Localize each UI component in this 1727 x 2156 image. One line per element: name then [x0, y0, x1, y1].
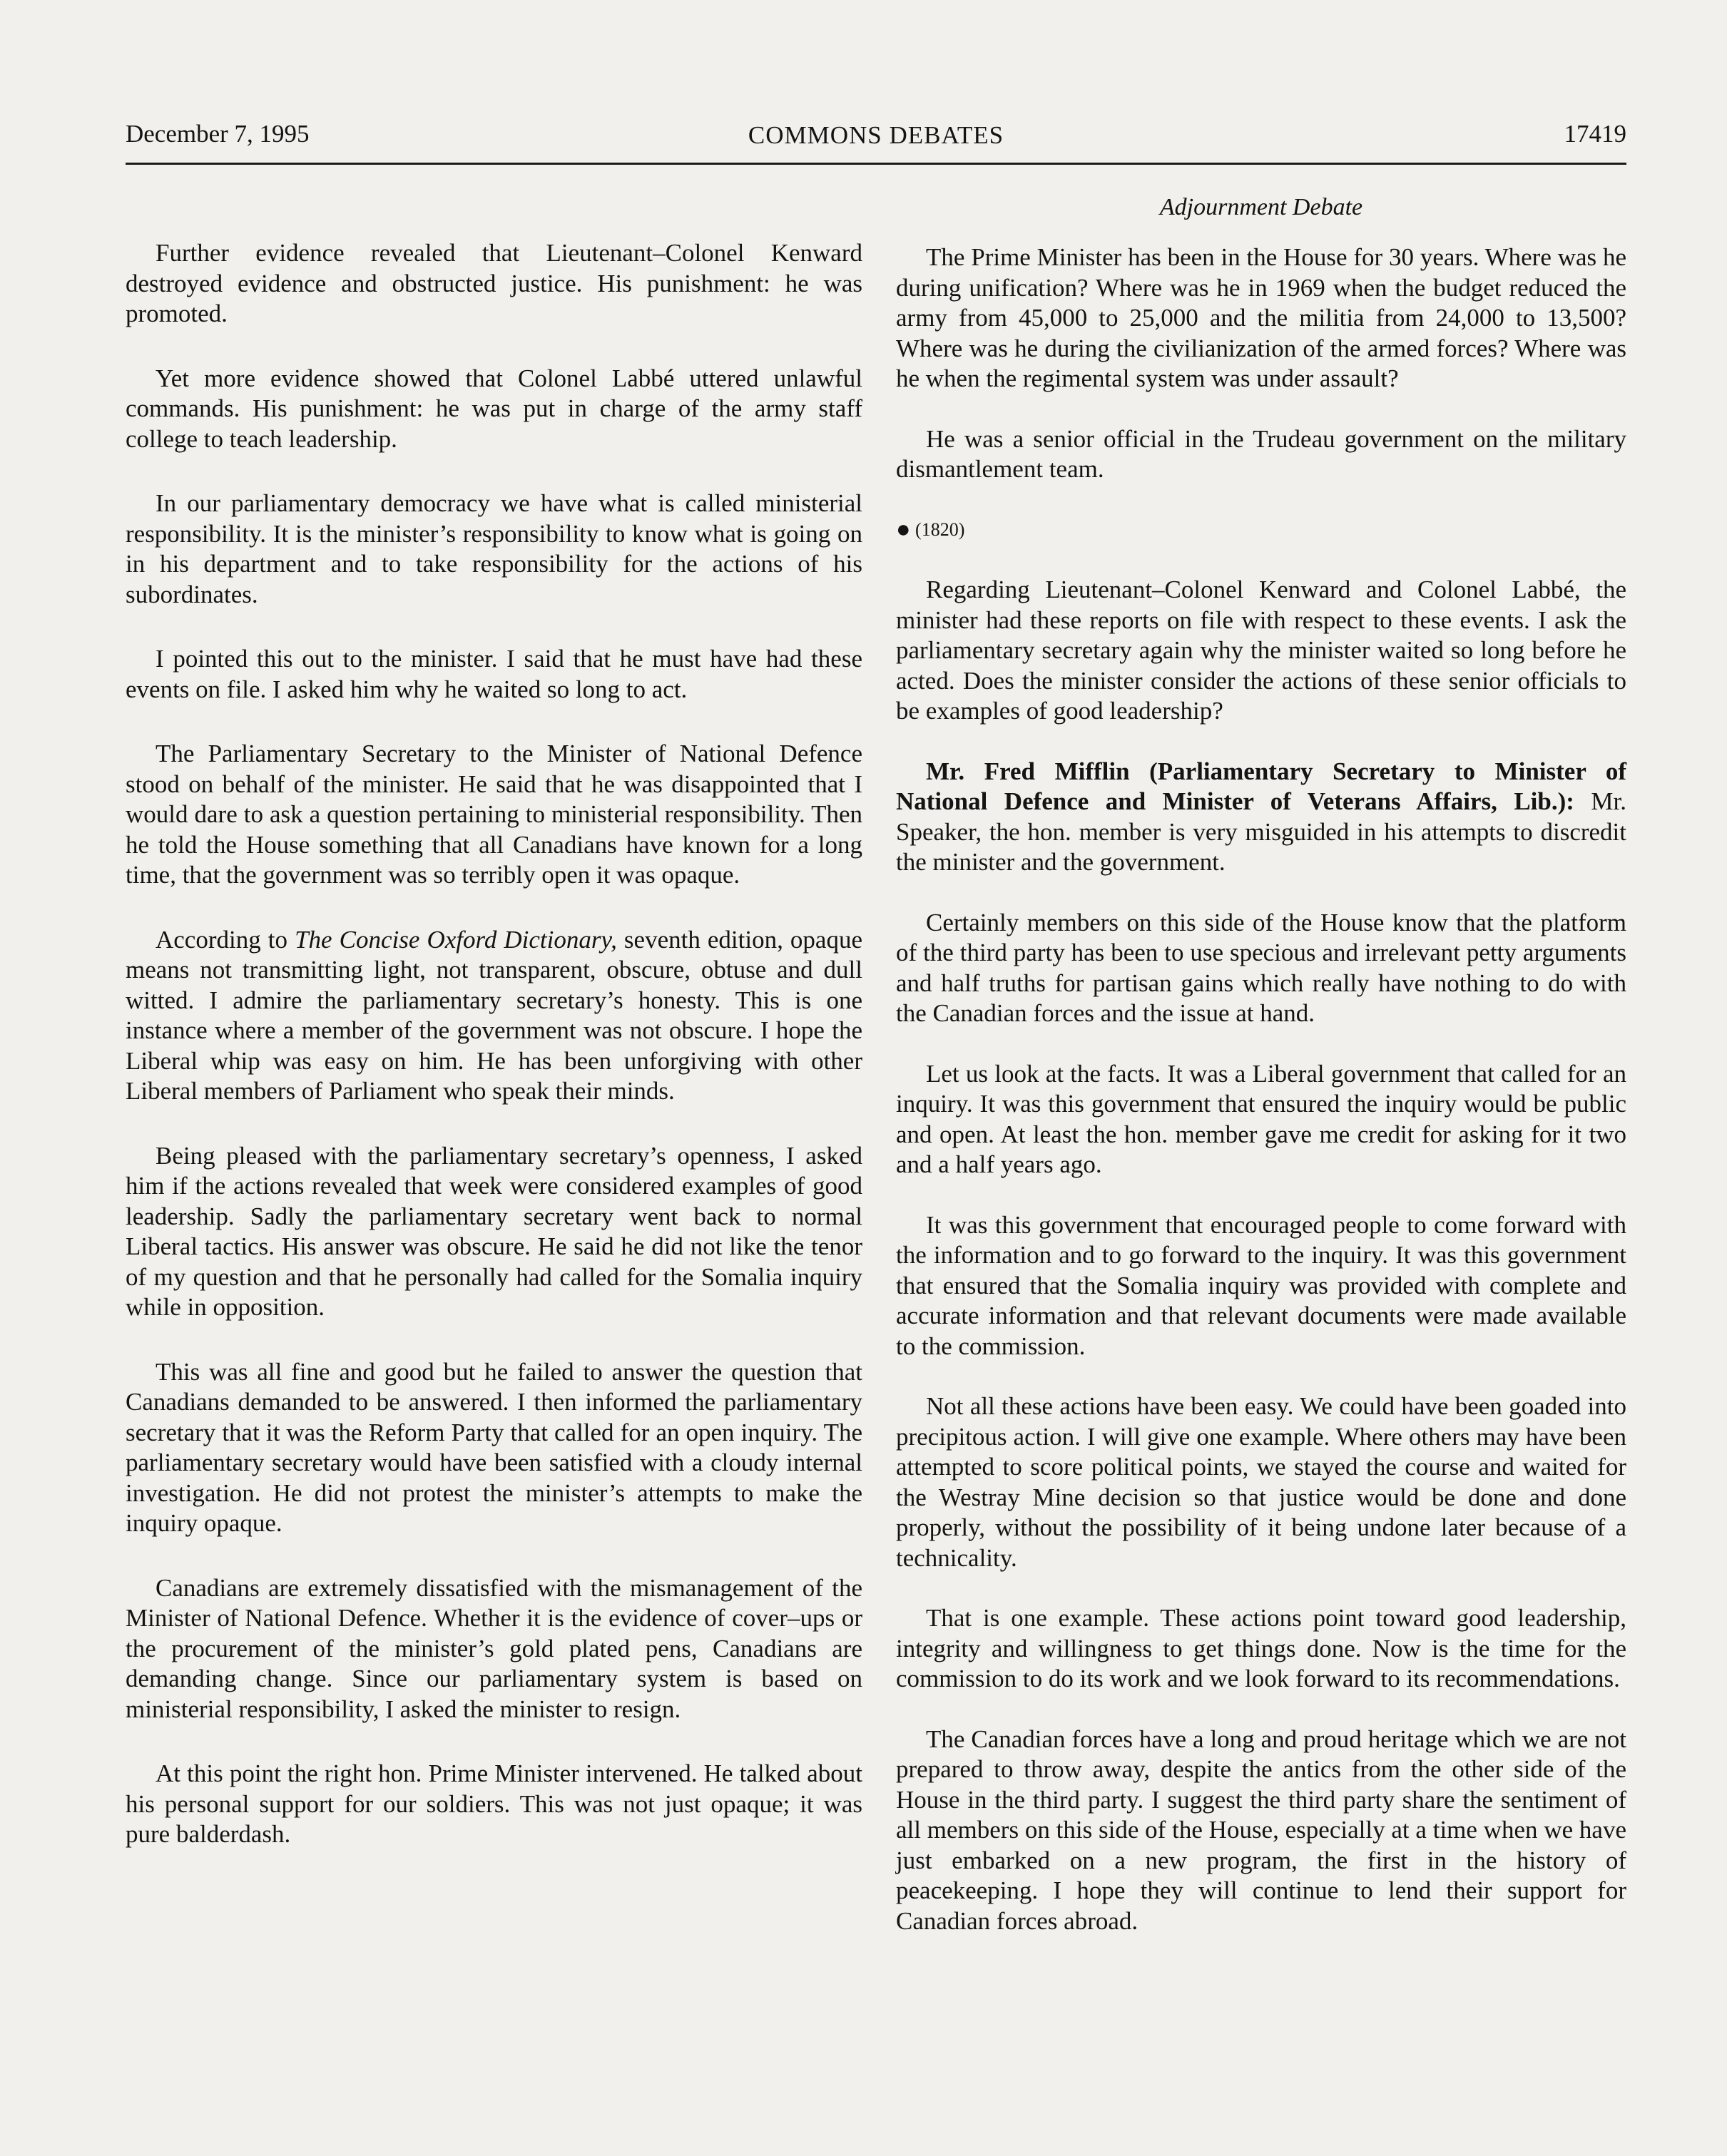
paragraph-text: According to [156, 925, 295, 954]
page-header [126, 116, 1626, 158]
paragraph: It was this government that encouraged people to come forward with the information and to go forward to the inquiry. It was this government that ensured that the Somalia inquiry was provided with complete and accurate information and that relevant documents were made available to the commission. [896, 1210, 1626, 1360]
bullet-icon: ● [896, 516, 911, 543]
timestamp [896, 515, 1626, 546]
header-date: December 7, 1995 [126, 120, 310, 148]
right-column-heading: Adjournment Debate [1159, 194, 1363, 220]
paragraph: Certainly members on this side of the House know that the platform of the third party has been to use specious and irrelevant petty arguments and half truths for partisan gains which really have nothing to do with the Canadian forces and the issue at hand. [896, 908, 1626, 1027]
right-column [896, 242, 1626, 1966]
paragraph-dictionary [126, 925, 862, 1107]
paragraph: Let us look at the facts. It was a Liberal government that called for an inquiry. It was this government that ensured the inquiry would be public and open. At least the hon. member gave me credit for asking for it two and a half years ago. [896, 1059, 1626, 1178]
paragraph: That is one example. These actions point toward good leadership, integrity and willingness to get things done. Now is the time for the commission to do its work and we look forward to its recommendations. [896, 1604, 1626, 1692]
paragraph: I pointed this out to the minister. I said that he must have had these events on file. I asked him why he waited so long to act. [126, 645, 862, 703]
paragraph: The Canadian forces have a long and proud heritage which we are not prepared to throw away, despite the antics from the other side of the House in the third party. I suggest the third party share the sentiment of all members on this side of the House, especially at a time when we have just embarked on a new program, the first in the history of peacekeeping. I hope they will continue to lend their support for Canadian forces abroad. [896, 1725, 1626, 1935]
header-page-number: 17419 [1564, 120, 1626, 148]
paragraph: This was all fine and good but he failed to answer the question that Canadians demanded to be answered. I then informed the parliamentary secretary that it was the Reform Party that called for an open inquiry. The parliamentary secretary would have been satisfied with a cloudy internal investigation. He did not protest the minister’s attempts to make the inquiry opaque. [126, 1357, 862, 1537]
speaker-name: Mr. Fred Mifflin (Parliamentary Secretary to Minister of National Defence and Minister of Veterans Affairs, Lib.): [896, 757, 1626, 815]
paragraph: Canadians are extremely dissatisfied with the mismanagement of the Minister of National Defence. Whether it is the evidence of cover–ups or the procurement of the minister’s gold plated pens, Canadians are demanding change. Since our parliamentary system is based on ministerial responsibility, I asked the minister to resign. [126, 1573, 862, 1723]
timestamp-text: (1820) [915, 518, 965, 540]
paragraph: Yet more evidence showed that Colonel Labbé uttered unlawful commands. His punishment: he was put in charge of the army staff college to teach leadership. [126, 364, 862, 453]
paragraph: He was a senior official in the Trudeau government on the military dismantlement team. [896, 424, 1626, 483]
header-rule [126, 163, 1626, 165]
left-column [126, 238, 862, 1884]
paragraph: Further evidence revealed that Lieutenant–Colonel Kenward destroyed evidence and obstructed justice. His punishment: he was promoted. [126, 239, 862, 327]
paragraph: Not all these actions have been easy. We could have been goaded into precipitous action. I will give one example. Where others may have been attempted to score political points, we stayed the course and waited for the Westray Mine decision so that justice would be done and done properly, without the possibility of it being undone later because of a technicality. [896, 1392, 1626, 1572]
header-journal-title: COMMONS DEBATES [748, 121, 1004, 149]
paragraph-text: seventh edition, opaque means not transmitting light, not transparent, obscure, obtuse and dull witted. I admire the parliamentary secretary’s honesty. This is one instance where a member of the government was not obscure. I hope the Liberal whip was easy on him. He has been unforgiving with other Liberal members of Parliament who speak their minds. [126, 925, 862, 1105]
paragraph: Regarding Lieutenant–Colonel Kenward and Colonel Labbé, the minister had these reports on file with respect to these events. I ask the parliamentary secretary again why the minister waited so long before he acted. Does the minister consider the actions of these senior officials to be examples of good leadership? [896, 576, 1626, 725]
paragraph: Being pleased with the parliamentary secretary’s openness, I asked him if the actions revealed that week were considered examples of good leadership. Sadly the parliamentary secretary went back to normal Liberal tactics. His answer was obscure. He said he did not like the tenor of my question and that he personally had called for the Somalia inquiry while in opposition. [126, 1141, 862, 1321]
paragraph: In our parliamentary democracy we have what is called ministerial responsibility. It is the minister’s responsibility to know what is going on in his department and to take responsibility for the actions of his subordinates. [126, 489, 862, 608]
paragraph: The Parliamentary Secretary to the Minister of National Defence stood on behalf of the minister. He said that he was disappointed that I would dare to ask a question pertaining to ministerial responsibility. Then he told the House something that all Canadians have known for a long time, that the government was so terribly open it was opaque. [126, 740, 862, 889]
paragraph: The Prime Minister has been in the House for 30 years. Where was he during unification? Where was he in 1969 when the budget reduced the army from 45,000 to 25,000 and the militia from 24,000 to 13,500? Where was he during the civilianization of the armed forces? Where was he when the regimental system was under assault? [896, 243, 1626, 392]
paragraph: At this point the right hon. Prime Minister intervened. He talked about his personal support for our soldiers. This was not just opaque; it was pure balderdash. [126, 1759, 862, 1848]
speaker-paragraph [896, 757, 1626, 878]
dictionary-title: The Concise Oxford Dictionary, [295, 925, 617, 954]
paragraph-text: Mr. Speaker, the hon. member is very misguided in his attempts to discredit the minister and the government. [896, 787, 1626, 876]
